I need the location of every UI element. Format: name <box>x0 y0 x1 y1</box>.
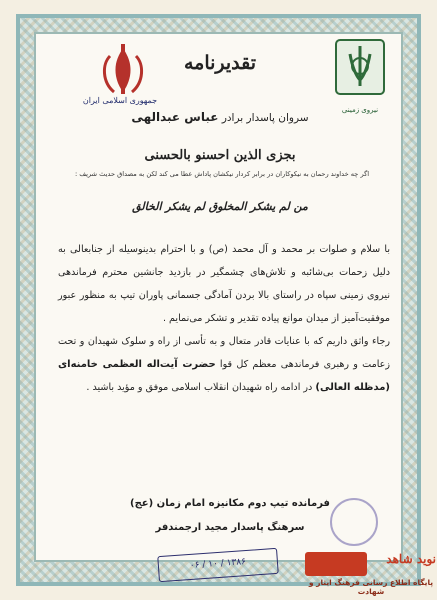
paragraph-2-after: در ادامه راه شهیدان انقلاب اسلامی موفق و مؤید باشید . <box>86 382 313 393</box>
watermark-logo <box>305 552 367 576</box>
quran-verse: بجزی الذین احسنو بالحسنی <box>144 148 296 163</box>
irgc-emblem-icon <box>330 36 390 106</box>
recipient-line <box>60 110 380 124</box>
emblem-caption: جمهوری اسلامی ایران <box>82 96 158 105</box>
signatory-title: فرمانده تیپ دوم مکانیزه امام زمان (عج) <box>130 498 330 509</box>
salutation-prefix: سروان پاسدار برادر <box>221 112 309 124</box>
official-seal <box>330 498 378 546</box>
watermark-title: نوید شاهد <box>386 552 436 566</box>
signatory-name: سرهنگ پاسدار مجید ارجمندفر <box>155 522 305 533</box>
unit-caption: نیروی زمینی <box>341 106 379 114</box>
paragraph-2-bold: حضرت آیت‌اله العظمی خامنه‌ای (مدظله العالی) <box>58 359 390 393</box>
paragraph-2-before: رجاء واثق داریم که با عنایات قادر متعال و به تأسی از راه و سلوک شهیدان و تحت زعامت و رهبری فرماندهی معظم کل قوا <box>58 336 390 370</box>
paragraph-2 <box>58 330 390 399</box>
paragraph-1: با سلام و صلوات بر محمد و آل محمد (ص) و با احترام بدینوسیله از جنابعالی به دلیل زحمات بی‌شائبه و تلاش‌های چشمگیر در بازدید جانشین محترم فرماندهی نیروی زمینی سپاه در راستای بالا بردن آمادگی جسمانی پاوران تیپ به منظور عبور موفقیت‌آمیز از میدان موانع پیاده تقدیر و تشکر می‌نمایم . <box>58 244 390 324</box>
signature-block <box>120 492 340 540</box>
hadith-text: من لم یشکر المخلوق لم یشکر الخالق <box>132 200 308 213</box>
certificate-body <box>58 238 390 399</box>
recipient-name: عباس عبدالهی <box>131 110 219 124</box>
intro-text: اگر چه خداوند رحمان به نیکوکاران در برابر کردار نیکشان پاداش عطا می کند لکن به مصداق حدیث شریف : <box>74 170 370 178</box>
date-stamp: ۱۳۸۶ / ۱۰ / ۰۶ <box>157 548 279 582</box>
page-title: تقدیرنامه <box>183 52 257 74</box>
watermark-subtitle: پایگاه اطلاع رسانی فرهنگ ایثار و شهادت <box>308 578 434 596</box>
iran-emblem-icon <box>88 42 158 98</box>
